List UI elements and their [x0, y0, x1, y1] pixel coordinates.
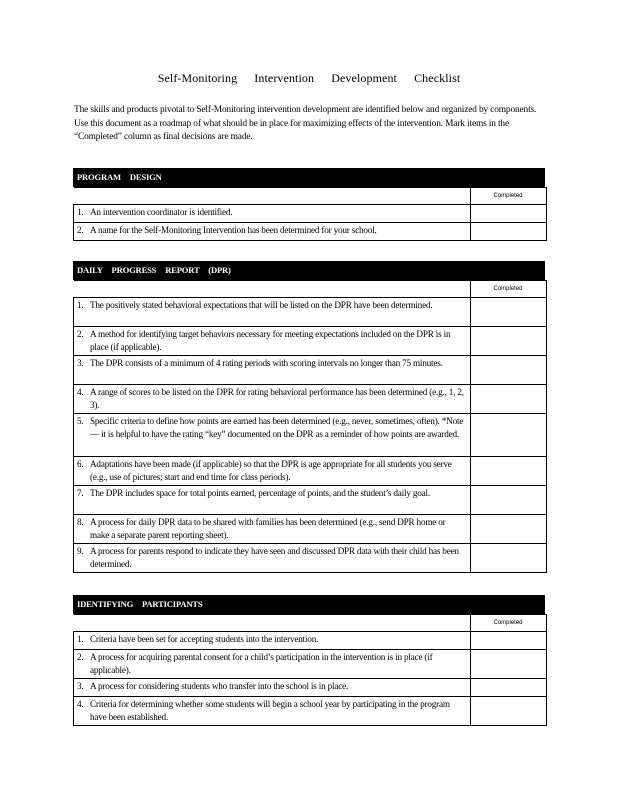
item-text: The DPR includes space for total points earned, percentage of points, and the student’s daily goal. [90, 488, 430, 498]
completed-column-header: Completed [493, 620, 523, 626]
completed-column-header: Completed [493, 286, 523, 292]
item-text: Criteria for determining whether some students will begin a school year by participating in the program have been established. [90, 699, 450, 722]
checklist-table [73, 187, 547, 241]
table-row [74, 298, 547, 327]
item-text: An intervention coordinator is identified. [90, 207, 233, 217]
item-number: 1. [77, 300, 84, 310]
table-row [74, 650, 547, 679]
item-text: The positively stated behavioral expectations that will be listed on the DPR have been determined. [90, 300, 433, 310]
item-text: The DPR consists of a minimum of 4 rating periods with scoring intervals no longer than 75 minutes. [90, 358, 443, 368]
item-header-cell [74, 615, 471, 632]
item-number: 1. [77, 634, 84, 644]
completed-cell[interactable] [470, 223, 546, 241]
completed-cell[interactable] [470, 457, 546, 486]
table-row [74, 486, 547, 515]
table-row [74, 515, 547, 544]
section-daily-progress-report [73, 261, 545, 573]
table-row [74, 223, 547, 241]
completed-cell[interactable] [470, 205, 546, 223]
item-number: 2. [77, 652, 84, 662]
item-number: 2. [77, 225, 84, 235]
section-heading: PROGRAM DESIGN [73, 168, 545, 187]
item-number: 3. [77, 681, 84, 691]
item-text: A name for the Self-Monitoring Intervention has been determined for your school. [90, 225, 377, 235]
completed-cell[interactable] [470, 679, 546, 697]
completed-column-header: Completed [493, 193, 523, 199]
item-text: A process for acquiring parental consent for a child’s participation in the intervention is in place (if applicable). [90, 652, 433, 675]
table-row [74, 697, 547, 726]
item-number: 6. [77, 459, 84, 469]
item-text: A process for parents respond to indicate they have seen and discussed DPR data with their child has been determined. [90, 546, 459, 569]
table-row [74, 205, 547, 223]
item-header-cell [74, 281, 471, 298]
item-text: A method for identifying target behaviors necessary for meeting expectations included on the DPR is in place (if applicable). [90, 329, 451, 352]
item-header-cell [74, 188, 471, 205]
checklist-table [73, 280, 547, 573]
document-title: Self-Monitoring Intervention Development Checklist [157, 71, 461, 85]
section-heading: DAILY PROGRESS REPORT (DPR) [73, 261, 545, 280]
item-text: Criteria have been set for accepting students into the intervention. [90, 634, 319, 644]
completed-cell[interactable] [470, 486, 546, 515]
completed-cell[interactable] [470, 385, 546, 414]
completed-cell[interactable] [470, 356, 546, 385]
item-text: A process for daily DPR data to be shared with families has been determined (e.g., send DPR home or make a separate parent reporting sheet). [90, 517, 446, 540]
table-row [74, 679, 547, 697]
item-number: 9. [77, 546, 84, 556]
item-number: 2. [77, 329, 84, 339]
checklist-table [73, 614, 547, 726]
item-number: 8. [77, 517, 84, 527]
completed-cell[interactable] [470, 544, 546, 573]
item-text: Specific criteria to define how points are earned has been determined (e.g., never, sometimes, often). *Note— it is helpful to have the rating “key” documented on the DPR as a reminder of how points are awarded. [90, 416, 464, 439]
item-text: A process for considering students who transfer into the school is in place. [90, 681, 349, 691]
table-row [74, 632, 547, 650]
intro-paragraph: The skills and products pivotal to Self-Monitoring intervention development are identified below and organized by components. Use this document as a roadmap of what should be in place for maximizing effects of the intervention. Mark items in the “Completed” column as final decisions are made. [74, 105, 537, 142]
item-text: A range of scores to be listed on the DPR for rating behavioral performance has been determined (e.g., 1, 2, 3). [90, 387, 464, 410]
item-number: 5. [77, 416, 84, 426]
completed-cell[interactable] [470, 632, 546, 650]
completed-cell[interactable] [470, 650, 546, 679]
completed-cell[interactable] [470, 697, 546, 726]
table-row [74, 327, 547, 356]
section-identifying-participants [73, 595, 545, 726]
section-heading: IDENTIFYING PARTICIPANTS [73, 595, 545, 614]
table-row [74, 457, 547, 486]
item-number: 7. [77, 488, 84, 498]
completed-cell[interactable] [470, 327, 546, 356]
completed-cell[interactable] [470, 515, 546, 544]
item-number: 4. [77, 387, 84, 397]
table-row [74, 544, 547, 573]
completed-cell[interactable] [470, 298, 546, 327]
item-number: 3. [77, 358, 84, 368]
section-program-design [73, 168, 545, 241]
item-text: Adaptations have been made (if applicable) so that the DPR is age appropriate for all students you serve (e.g., use of pictures; start and end time for class periods). [90, 459, 452, 482]
item-number: 1. [77, 207, 84, 217]
item-number: 4. [77, 699, 84, 709]
table-row [74, 356, 547, 385]
table-row [74, 385, 547, 414]
table-row [74, 414, 547, 457]
completed-cell[interactable] [470, 414, 546, 457]
